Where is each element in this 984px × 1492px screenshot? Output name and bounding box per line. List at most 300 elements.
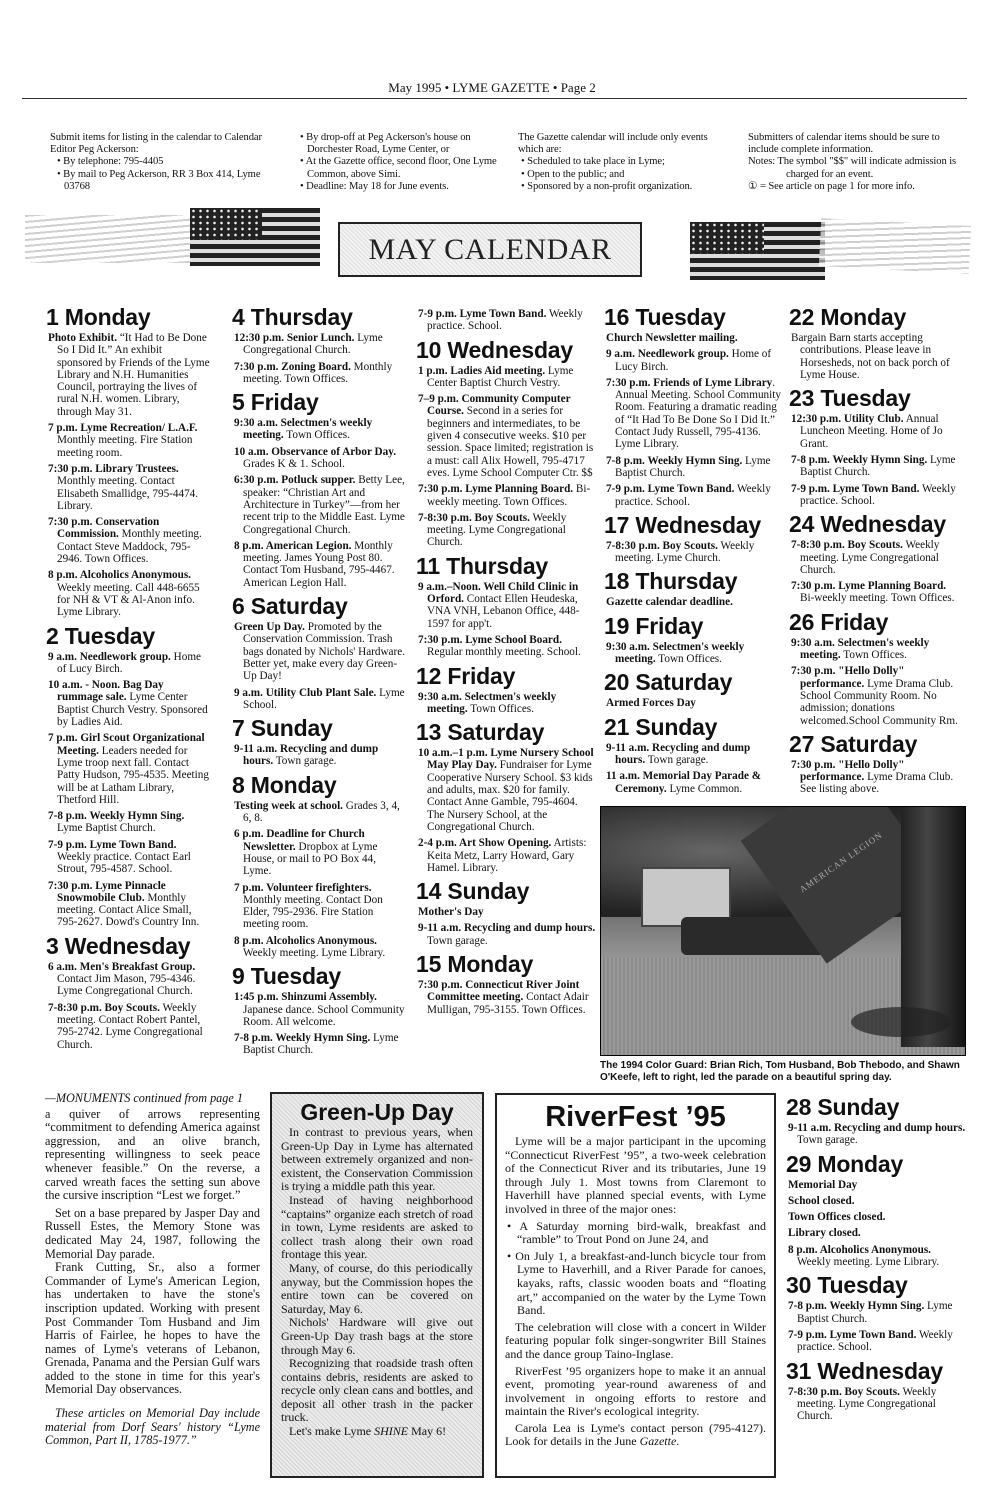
event-title: 10 a.m. - Noon. Bag Day rummage sale. <box>48 679 164 704</box>
event-item <box>606 742 782 767</box>
event-title: 7:30 p.m. "Hello Dolly" performance. <box>791 758 905 784</box>
info-bullet: • Scheduled to take place in Lyme; <box>521 156 665 168</box>
event-title: 9-11 a.m. Recycling and dump hours. <box>606 741 751 766</box>
event-item <box>788 1179 966 1191</box>
event-item <box>234 991 406 1028</box>
info-text: Submitters of calendar items should be sure to include complete information. <box>748 132 940 156</box>
day-heading: 29 Monday <box>786 1150 904 1177</box>
event-details: Artists: Keita Metz, Larry Howard, Gary Hamel. Library. <box>427 837 587 874</box>
event-item <box>788 1386 966 1423</box>
event-details: Town Offices. <box>467 702 534 715</box>
event-item <box>606 770 782 795</box>
event-title: 7:30 p.m. Lyme Planning Board. <box>791 580 947 593</box>
event-details: Town garage. <box>273 755 337 768</box>
event-details: Town garage. <box>797 1134 858 1147</box>
article-bullet: • On July 1, a breakfast-and-lunch bicycle tour from Lyme to Haverhill, and a River Parade for canoes, kayaks, rafts, classic wooden boats and “floating art,” accompanied on the water by the Lyme Town Band. <box>507 1248 766 1318</box>
riverfest-box <box>495 1093 776 1478</box>
calendar-day <box>788 1094 966 1147</box>
event-details: Weekly meeting. Call 448-6655 for NH & VT & Al-Anon info. Lyme Library. <box>57 581 200 619</box>
event-title: 9-11 a.m. Recycling and dump hours. <box>788 1122 966 1134</box>
event-item <box>418 634 596 659</box>
calendar-day <box>788 1151 966 1269</box>
event-details: Bi-weekly meeting. Town Offices. <box>427 483 591 508</box>
day-heading: 27 Saturday <box>789 730 918 757</box>
event-details: Contact Ellen Heudeska, VNA VNH, Lebanon Office, 448-1597 for app't. <box>427 593 580 630</box>
event-title: 7-8 p.m. Weekly Hymn Sing. <box>48 810 185 823</box>
event-details: Monthly meeting. Contact Alice Small, 795-2627. Dowd's Country Inn. <box>57 891 200 929</box>
event-title: 7-9 p.m. Lyme Town Band. <box>791 482 920 495</box>
event-title: Library closed. <box>788 1227 861 1240</box>
flag-streak-left <box>25 215 195 263</box>
event-item <box>234 687 406 712</box>
event-item <box>48 332 210 418</box>
event-item <box>791 413 963 450</box>
event-item <box>48 880 210 929</box>
event-title: 7-8 p.m. Weekly Hymn Sing. <box>234 1032 371 1045</box>
calendar-day <box>791 304 963 381</box>
event-title: 9 a.m.–Noon. Well Child Clinic in Orford. <box>418 580 579 606</box>
flag-icon <box>690 222 825 280</box>
event-title: 8 p.m. Alcoholics Anonymous. <box>234 934 377 947</box>
calendar-day <box>606 568 782 608</box>
event-details: Monthly meeting. Contact Don Elder, 795-2936. Fire Station meeting room. <box>243 893 383 931</box>
event-title: 7–9 p.m. Community Computer Course. <box>418 393 571 418</box>
day-heading: 6 Saturday <box>232 593 348 620</box>
event-item <box>606 641 782 666</box>
calendar-day <box>48 304 210 619</box>
event-details: Home of Lucy Birch. <box>57 650 201 675</box>
event-title: 10 a.m. Observance of Arbor Day. <box>234 445 396 458</box>
event-details: Monthly meeting. James Young Post 80. Contact Tom Husband, 795-4467. American Legion Hall. <box>243 539 395 589</box>
event-title: 7:30 p.m. Friends of Lyme Library <box>606 376 773 389</box>
event-title: 7-8:30 p.m. Boy Scouts. <box>418 511 530 524</box>
calendar-day <box>418 951 596 1016</box>
info-circle-note: ① = See article on page 1 for more info. <box>748 180 915 192</box>
calendar-column <box>791 300 963 800</box>
article-paragraph: Frank Cutting, Sr., also a former Commander of Lyme's American Legion, has undertaken to have the stone's inscription updated. Working with present Post Commander Tom Husband and Jim Harris of Fairlee, he hopes to have the names of Lyme's veterans of Lebanon, Grenada, Panama and the Persian Gulf wars added to the stone in time for this year's Memorial Day observances. <box>45 1260 260 1397</box>
event-details: Weekly meeting. Lyme Library. <box>243 946 386 959</box>
event-title: 7-8:30 p.m. Boy Scouts. <box>791 539 903 552</box>
calendar-day <box>418 553 596 659</box>
calendar-day <box>418 337 596 549</box>
article-paragraph: Many, of course, do this periodically anyway, but the Commission hopes the entire town can be covered on Saturday, May 6. <box>281 1260 473 1316</box>
event-item <box>606 483 782 508</box>
info-text: Submit items for listing in the calendar to Calendar Editor Peg Ackerson: <box>50 132 262 156</box>
event-title: 7-8 p.m. Weekly Hymn Sing. <box>788 1300 925 1313</box>
event-item <box>418 581 596 630</box>
day-heading: 17 Wednesday <box>604 511 761 538</box>
event-details: Second in a series for beginners and intermediates, to be given 4 consecutive weeks. $10 per session. Space limited; registration is a must: call Alix Howell, 795-4717 eves. Lyme School Computer Ctr. $$ <box>427 405 594 479</box>
event-title: 7 p.m. Volunteer firefighters. <box>234 881 372 894</box>
event-details: Weekly practice. School. <box>615 483 771 508</box>
event-title: 8 p.m. American Legion. <box>234 539 352 552</box>
event-title: 7 p.m. Lyme Recreation/ L.A.F. <box>48 422 198 435</box>
event-title: 6 p.m. Deadline for Church Newsletter. <box>234 828 365 853</box>
event-item <box>788 1227 966 1239</box>
event-item <box>788 1195 966 1207</box>
calendar-day <box>234 389 406 589</box>
event-details: Promoted by the Conservation Commission. Trash bags donated by Nichols' Hardware. Better yet, make every day Green-Up Day! <box>243 621 406 683</box>
event-item <box>418 308 596 333</box>
event-item <box>606 332 782 344</box>
article-closing: Let's make Lyme SHINE May 6! <box>289 1424 447 1439</box>
article-note: These articles on Memorial Day include material from Dorf Sears' history “Lyme Common, Part II, 1785-1977.” <box>45 1406 260 1448</box>
event-details: Town garage. <box>645 753 709 766</box>
event-title: 11 a.m. Memorial Day Parade & Ceremony. <box>606 770 762 795</box>
article-bullet: • A Saturday morning bird-walk, breakfast and “ramble” to Trout Pond on June 24, and <box>507 1218 766 1247</box>
event-details: Grades 3, 4, 6, 8. <box>243 799 400 825</box>
event-item <box>418 483 596 508</box>
day-heading: 19 Friday <box>604 612 704 639</box>
event-item <box>48 679 210 728</box>
calendar-day <box>791 609 963 727</box>
calendar-title-box <box>338 222 642 277</box>
event-title: 9:30 a.m. Selectmen's weekly meeting. <box>234 417 373 442</box>
event-item <box>48 569 210 618</box>
event-item <box>791 332 963 381</box>
calendar-day <box>791 511 963 604</box>
event-title: 8 p.m. Alcoholics Anonymous. <box>788 1243 931 1256</box>
event-details: Weekly practice. School. <box>427 308 583 333</box>
event-item <box>791 637 963 662</box>
calendar-column <box>48 300 210 1055</box>
event-item <box>48 839 210 876</box>
event-item <box>234 882 406 931</box>
event-item <box>418 922 596 947</box>
monuments-article <box>45 1092 260 1448</box>
info-notes-text: Notes: The symbol "$$" will indicate admission is charged for an event. <box>748 156 957 180</box>
event-item <box>788 1244 966 1269</box>
riverfest-title: RiverFest ’95 <box>545 1101 726 1133</box>
event-title: 12:30 p.m. Senior Lunch. <box>234 332 355 344</box>
calendar-day <box>606 714 782 795</box>
calendar-column <box>606 300 782 799</box>
event-title: 9:30 a.m. Selectmen's weekly meeting. <box>418 690 557 715</box>
event-title: 7:30 p.m. Library Trustees. <box>48 462 179 475</box>
event-details: Weekly meeting. Lyme Congregational Church. <box>797 1385 937 1423</box>
info-bullet: • By drop-off at Peg Ackerson's house on Dorchester Road, Lyme Center, or <box>300 132 471 156</box>
event-item <box>791 665 963 726</box>
info-text: The Gazette calendar will include only events which are: <box>518 132 708 156</box>
day-heading: 21 Sunday <box>604 713 718 740</box>
calendar-day <box>234 963 406 1056</box>
event-item <box>234 540 406 589</box>
event-item <box>788 1300 966 1325</box>
event-details: Lyme Baptist Church. <box>243 1032 399 1057</box>
event-details: Weekly meeting. Lyme Congregational Church. <box>800 539 940 576</box>
calendar-day <box>791 731 963 796</box>
event-item <box>234 474 406 535</box>
event-details: Leaders needed for Lyme troop next fall. Contact Patty Hudson, 795-4535. Meeting will be at Latham Library, Thetford Hill. <box>57 744 209 806</box>
calendar-day <box>48 623 210 929</box>
event-title: Armed Forces Day <box>606 697 696 710</box>
calendar-day <box>48 933 210 1051</box>
calendar-day <box>234 593 406 711</box>
event-title: 6:30 p.m. Potluck supper. <box>234 474 356 487</box>
day-heading: 2 Tuesday <box>46 622 155 649</box>
day-heading: 10 Wednesday <box>416 336 573 363</box>
day-heading: 3 Wednesday <box>46 932 191 959</box>
calendar-column <box>418 308 596 1020</box>
day-heading: 24 Wednesday <box>789 511 946 538</box>
event-details: Town Offices. <box>283 429 350 442</box>
event-title: 9:30 a.m. Selectmen's weekly meeting. <box>606 640 745 666</box>
event-title: Green Up Day. <box>234 621 305 634</box>
event-details: Weekly meeting. Lyme Library. <box>797 1256 940 1269</box>
info-bullet: • By mail to Peg Ackerson, RR 3 Box 414, Lyme 03768 <box>57 168 261 192</box>
calendar-day <box>606 613 782 666</box>
event-title: 7:30 p.m. Lyme School Board. <box>418 633 562 646</box>
info-submit <box>50 132 265 193</box>
calendar-day <box>418 308 596 333</box>
day-heading: 26 Friday <box>789 608 889 635</box>
event-details: Japanese dance. School Community Room. All welcome. <box>243 1003 405 1028</box>
event-title: 1:45 p.m. Shinzumi Assembly. <box>234 991 377 1004</box>
article-paragraph: RiverFest ’95 organizers hope to make it an annual event, promoting year-round awareness of and involvement in ongoing efforts to restore and maintain the River's ecological integrity. <box>505 1363 766 1419</box>
day-heading: 31 Wednesday <box>786 1357 943 1384</box>
event-item <box>48 516 210 565</box>
day-heading: 5 Friday <box>232 389 319 416</box>
event-item <box>48 810 210 835</box>
event-details: Weekly practice. School. <box>800 482 956 507</box>
day-heading: 15 Monday <box>416 950 534 977</box>
calendar-day <box>606 669 782 709</box>
event-item <box>418 979 596 1016</box>
event-item <box>48 463 210 512</box>
day-heading: 11 Thursday <box>416 552 549 579</box>
event-item <box>234 332 406 357</box>
event-item <box>791 580 963 605</box>
event-details: Lyme Congregational Church. <box>243 332 383 357</box>
day-heading: 7 Sunday <box>232 715 333 742</box>
article-paragraph: Recognizing that roadside trash often contains debris, residents are asked to recycle only clean cans and bottles, and deposit all other trash in the packer truck. <box>281 1356 473 1425</box>
event-item <box>48 651 210 676</box>
event-item <box>606 596 782 608</box>
event-details: Lyme Center Baptist Church Vestry. <box>427 364 574 389</box>
event-details: Home of Lucy Birch. <box>615 348 772 373</box>
photo-caption: The 1994 Color Guard: Brian Rich, Tom Husband, Bob Thebodo, and Shawn O'Keefe, left to right, led the parade on a beautiful spring day. <box>600 1060 960 1083</box>
event-item <box>418 837 596 874</box>
event-details: Contact Jim Mason, 795-4346. Lyme Congregational Church. <box>57 973 196 998</box>
event-item <box>48 1002 210 1051</box>
event-details: “It Had to Be Done So I Did It.” An exhibit sponsored by Friends of the Lyme Library and N.H. Humanities Council, portraying the lives of rural N.H. women. Library, through May 31. <box>57 332 210 418</box>
event-details: Annual Luncheon Meeting. Home of Jo Grant. <box>800 413 943 450</box>
calendar-column <box>788 1090 966 1426</box>
event-title: 7:30 p.m. Lyme Planning Board. <box>418 483 574 496</box>
event-item <box>418 393 596 479</box>
info-criteria <box>518 132 733 193</box>
calendar-day <box>418 663 596 716</box>
event-title: 7 p.m. Girl Scout Organizational Meeting. <box>48 732 205 757</box>
event-item <box>418 691 596 716</box>
event-details: Town Offices. <box>655 653 722 666</box>
flag-lettering: AMERICAN LEGION <box>797 829 885 895</box>
event-title: 9-11 a.m. Recycling and dump hours. <box>418 922 596 935</box>
event-details: Fundraiser for Lyme Cooperative Nursery School. $3 kids and adults, max. $20 for family. Contact Anne Gamble, 795-4604. The Nursery School, at the Congregational Church. <box>427 759 593 833</box>
event-item <box>791 539 963 576</box>
day-heading: 14 Sunday <box>416 878 530 905</box>
calendar-column <box>234 300 406 1061</box>
event-item <box>788 1122 966 1147</box>
event-details: Grades K & 1. School. <box>243 458 345 471</box>
event-details: Weekly practice. School. <box>797 1328 953 1354</box>
day-heading: 1 Monday <box>46 304 151 330</box>
event-title: 1 p.m. Ladies Aid meeting. <box>418 364 546 377</box>
day-heading: 18 Thursday <box>604 568 738 595</box>
event-details: Town Offices. <box>840 649 907 662</box>
info-bullet: • Sponsored by a non-profit organization. <box>521 180 693 192</box>
event-details: Lyme Baptist Church. <box>57 822 156 835</box>
event-title: 9 a.m. Needlework group. <box>606 348 729 361</box>
color-guard-photo <box>600 806 966 1056</box>
event-item <box>234 417 406 442</box>
event-item <box>418 747 596 833</box>
info-bullet: • By telephone: 795-4405 <box>57 156 164 168</box>
event-details: Bi-weekly meeting. Town Offices. <box>800 592 955 605</box>
event-details: Lyme Baptist Church. <box>797 1300 953 1325</box>
day-heading: 20 Saturday <box>604 669 733 696</box>
calendar-day <box>606 304 782 508</box>
event-item <box>418 512 596 549</box>
event-item <box>234 621 406 682</box>
event-item <box>234 828 406 877</box>
event-item <box>234 361 406 386</box>
day-heading: 30 Tuesday <box>786 1272 908 1299</box>
event-details: Weekly meeting. Lyme Church. <box>615 539 755 565</box>
event-item <box>606 348 782 373</box>
day-heading: 28 Sunday <box>786 1094 900 1120</box>
event-title: Memorial Day <box>788 1178 858 1191</box>
event-details: Monthly meeting. Fire Station meeting room. <box>57 434 193 459</box>
event-title: 7-8 p.m. Weekly Hymn Sing. <box>606 454 743 467</box>
event-details: Town garage. <box>427 934 488 947</box>
event-title: 7:30 p.m. "Hello Dolly" performance. <box>791 665 905 690</box>
event-item <box>234 446 406 471</box>
calendar-day <box>234 772 406 960</box>
event-details: Lyme Common. <box>666 782 743 795</box>
article-paragraph: In contrast to previous years, when Green-Up Day in Lyme has alternated between extremely organized and non-existent, the Conservation Commission is trying a middle path this year. <box>281 1125 473 1194</box>
green-up-box <box>270 1092 484 1478</box>
event-title: 6 a.m. Men's Breakfast Group. <box>48 960 196 973</box>
event-details: Contact Adair Mulligan, 795-3155. Town Offices. <box>427 991 589 1016</box>
info-bullet: • Deadline: May 18 for June events. <box>300 180 449 192</box>
calendar-day <box>788 1358 966 1423</box>
calendar-day <box>418 719 596 874</box>
day-heading: 16 Tuesday <box>604 304 726 330</box>
day-heading: 23 Tuesday <box>789 385 911 412</box>
article-paragraph: Nichols' Hardware will give out Green-Up Day trash bags at the store through May 6. <box>281 1315 473 1357</box>
event-details: Monthly meeting. Town Offices. <box>243 360 393 385</box>
event-details: Monthly meeting. Contact Steve Maddock, 795-2946. Town Offices. <box>57 528 202 566</box>
event-item <box>48 732 210 806</box>
header-rule <box>22 98 967 99</box>
day-heading: 8 Monday <box>232 771 337 798</box>
event-title: 9:30 a.m. Selectmen's weekly meeting. <box>791 636 930 662</box>
event-item <box>418 906 596 918</box>
event-details: Lyme Baptist Church. <box>615 454 771 479</box>
event-title: 2-4 p.m. Art Show Opening. <box>418 837 552 850</box>
info-dropoff <box>297 132 497 193</box>
event-title: 7-8:30 p.m. Boy Scouts. <box>48 1001 160 1014</box>
event-title: Church Newsletter mailing. <box>606 332 738 344</box>
event-details: Lyme School. <box>243 686 405 711</box>
event-title: 7-9 p.m. Lyme Town Band. <box>48 838 177 851</box>
info-notes <box>748 132 968 193</box>
event-title: Town Offices closed. <box>788 1211 886 1224</box>
event-title: 7:30 p.m. Conservation Commission. <box>48 516 160 541</box>
event-item <box>234 1032 406 1057</box>
article-paragraph: Instead of having neighborhood “captains” organize each stretch of road in town, Lyme residents are asked to collect trash along their own road frontage this year. <box>281 1192 473 1262</box>
calendar-title: MAY CALENDAR <box>368 232 612 266</box>
event-details: Weekly meeting. Lyme Congregational Church. <box>427 511 567 549</box>
event-details: Bargain Barn starts accepting contributions. Please leave in Horsesheds, not on back porch of Lyme House. <box>791 332 950 381</box>
event-item <box>48 961 210 998</box>
event-details: Lyme Drama Club. See listing above. <box>800 771 954 796</box>
event-title: School closed. <box>788 1194 855 1207</box>
event-details: Dropbox at Lyme House, or mail to PO Box 44, Lyme. <box>243 840 378 878</box>
info-bullet: • Open to the public; and <box>521 168 625 180</box>
event-details: Monthly meeting. Contact Elisabeth Smallidge, 795-4474. Library. <box>57 475 199 512</box>
event-title: 7:30 p.m. Lyme Pinnacle Snowmobile Club. <box>48 879 166 904</box>
event-title: Gazette calendar deadline. <box>606 596 733 609</box>
event-details: Lyme Center Baptist Church Vestry. Sponsored by Ladies Aid. <box>57 691 208 729</box>
event-title: Testing week at school. <box>234 799 343 812</box>
event-title: 7-8:30 p.m. Boy Scouts. <box>606 539 718 552</box>
event-title: 7-9 p.m. Lyme Town Band. <box>606 483 735 496</box>
article-paragraph: Carola Lea is Lyme's contact person (795-4127). Look for details in the June Gazette. <box>505 1420 766 1449</box>
event-item <box>791 759 963 796</box>
event-item <box>791 454 963 479</box>
calendar-day <box>234 715 406 768</box>
event-title: 7-9 p.m. Lyme Town Band. <box>788 1328 917 1341</box>
event-title: 7:30 p.m. Connecticut River Joint Committee meeting. <box>418 978 580 1004</box>
day-heading: 12 Friday <box>416 662 516 689</box>
calendar-day <box>788 1272 966 1353</box>
event-details: Lyme Drama Club. School Community Room. No admission; donations welcomed.School Community Rm. <box>800 677 958 727</box>
info-bullet: • At the Gazette office, second floor, One Lyme Common, above Simi. <box>300 156 497 180</box>
event-item <box>788 1211 966 1223</box>
event-item <box>234 743 406 768</box>
event-item <box>234 800 406 825</box>
event-title: 9-11 a.m. Recycling and dump hours. <box>234 743 379 768</box>
day-heading: 9 Tuesday <box>232 963 341 990</box>
event-title: 10 a.m.–1 p.m. Lyme Nursery School May Play Day. <box>418 747 594 772</box>
calendar-day <box>418 878 596 947</box>
calendar-day <box>234 304 406 385</box>
event-item <box>418 365 596 390</box>
article-paragraph: The celebration will close with a concert in Wilder featuring popular folk singer-songwriter Bill Staines and the dance group Taino-Inglase. <box>505 1319 766 1361</box>
event-details: Weekly practice. Contact Earl Strout, 795-4587. School. <box>57 850 191 876</box>
event-item <box>606 697 782 709</box>
event-item <box>234 935 406 960</box>
calendar-day <box>606 512 782 565</box>
event-details: Betty Lee, speaker: “Christian Art and Architecture in Turkey”—from her recent trip to the Middle East. Lyme Congregational Church. <box>243 474 405 536</box>
article-paragraph: a quiver of arrows representing “commitment to defending America against aggression, and an olive branch, representing willingness to seek peace whenever feasible.” On the reverse, a carved wreath faces the setting sun above the cursive inscription “Lest we forget.” <box>45 1106 260 1203</box>
event-item <box>606 455 782 480</box>
event-details: Lyme Baptist Church. <box>800 454 956 479</box>
calendar-day <box>791 385 963 507</box>
event-item <box>788 1329 966 1354</box>
event-title: Mother's Day <box>418 906 484 919</box>
event-details: Weekly meeting. Contact Robert Pantel, 795-2742. Lyme Congregational Church. <box>57 1001 203 1051</box>
event-title: 12:30 p.m. Utility Club. <box>791 413 904 426</box>
event-title: 7-9 p.m. Lyme Town Band. <box>418 308 547 320</box>
flag-streak-right <box>819 218 971 274</box>
event-title: 9 a.m. Utility Club Plant Sale. <box>234 686 377 699</box>
event-details: Regular monthly meeting. School. <box>427 646 581 659</box>
event-title: Photo Exhibit. <box>48 332 118 344</box>
flag-icon <box>190 208 320 266</box>
